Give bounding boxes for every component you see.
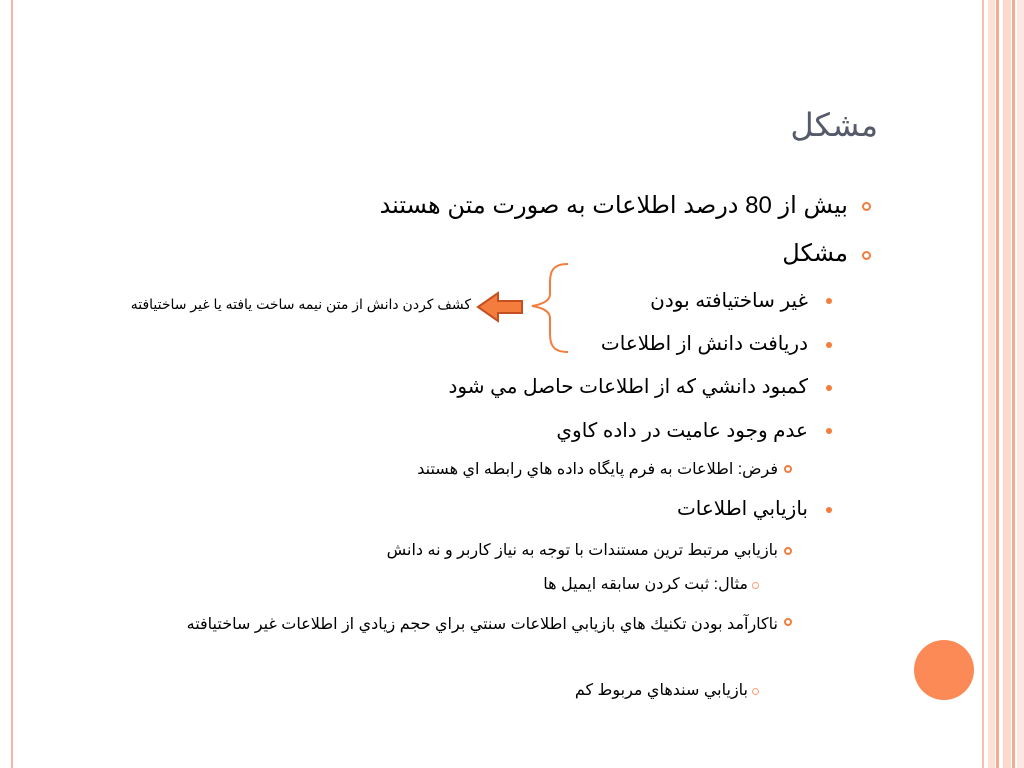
bullet-icon (862, 202, 871, 211)
bullet-icon (784, 547, 792, 555)
bullet-item: فرض: اطلاعات به فرم پايگاه داده هاي رابطه اي هستند (417, 461, 778, 478)
bullet-icon (826, 385, 832, 391)
bullet-icon (826, 428, 832, 434)
bullet-icon (752, 582, 759, 589)
bullet-icon (826, 298, 832, 304)
bullet-item: بازيابي مرتبط ترين مستندات با توجه به نياز كاربر و نه دانش (386, 542, 778, 559)
bullet-icon (752, 688, 759, 695)
left-arrow-icon (478, 293, 522, 321)
bullet-icon (784, 465, 792, 473)
bullet-item: دريافت دانش از اطلاعات (600, 333, 808, 355)
bullet-item: ناكارآمد بودن تكنيك هاي بازيابي اطلاعات سنتي براي حجم زيادي از اطلاعات غير ساختيافته (186, 616, 778, 633)
bullet-icon (826, 342, 832, 348)
bullet-icon (826, 507, 832, 513)
bullet-item: بيش از 80 درصد اطلاعات به صورت متن هستند (379, 192, 848, 219)
bullet-item: غير ساختيافته بودن (650, 290, 808, 312)
bullet-icon (784, 618, 792, 626)
bullet-item: عدم وجود عاميت در داده كاوي (556, 420, 808, 442)
bullet-item: مشكل (782, 240, 848, 267)
bullet-item: كمبود دانشي كه از اطلاعات حاصل مي شود (448, 376, 808, 398)
bullet-icon (862, 251, 871, 260)
decorative-circle (914, 640, 974, 700)
brace-arrow-annotation (470, 260, 580, 356)
bullet-item: مثال: ثبت كردن سابقه ايميل ها (543, 576, 748, 593)
slide-frame-left-line (11, 0, 13, 768)
slide-title: مشكل (790, 107, 878, 143)
bullet-item: بازيابي سندهاي مربوط كم (574, 682, 748, 699)
bullet-item: بازيابي اطلاعات (676, 498, 808, 520)
annotation-note: كشف كردن دانش از متن نيمه ساخت يافته يا غير ساختيافته (130, 296, 471, 312)
curly-brace-shape (532, 264, 568, 352)
